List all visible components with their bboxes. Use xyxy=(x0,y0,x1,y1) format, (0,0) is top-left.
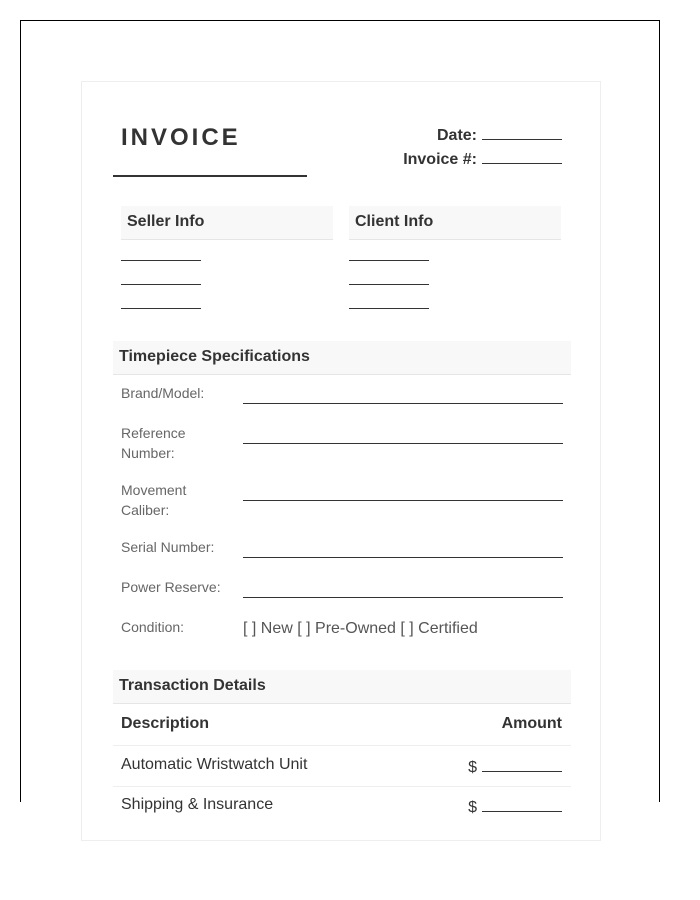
spec-label-movement-caliber: Movement Caliber: xyxy=(121,482,187,518)
line-item-amount xyxy=(468,796,562,817)
amount-field[interactable] xyxy=(482,756,562,772)
seller-line-2[interactable] xyxy=(121,284,201,285)
spec-label-reference-number: Reference Number: xyxy=(121,425,186,461)
client-line-3[interactable] xyxy=(349,308,429,309)
serial-number-field[interactable] xyxy=(243,557,563,558)
header-divider xyxy=(113,745,571,746)
amount-column-header: Amount xyxy=(501,715,562,732)
seller-info-heading: Seller Info xyxy=(121,206,333,240)
reference-number-field[interactable] xyxy=(243,443,563,444)
amount-field[interactable] xyxy=(482,796,562,812)
line-item-amount xyxy=(468,756,562,777)
transaction-heading: Transaction Details xyxy=(113,670,571,704)
seller-line-3[interactable] xyxy=(121,308,201,309)
currency-symbol: $ xyxy=(468,759,477,776)
invoice-number-row xyxy=(403,148,562,169)
client-line-2[interactable] xyxy=(349,284,429,285)
client-line-1[interactable] xyxy=(349,260,429,261)
date-row xyxy=(437,124,562,145)
specs-heading: Timepiece Specifications xyxy=(113,341,571,375)
power-reserve-field[interactable] xyxy=(243,597,563,598)
client-info-heading: Client Info xyxy=(349,206,561,240)
invoice-sheet xyxy=(81,81,601,841)
condition-options[interactable]: [ ] New [ ] Pre-Owned [ ] Certified xyxy=(243,620,478,637)
spec-label-brand-model: Brand/Model: xyxy=(121,385,205,401)
document-frame xyxy=(20,20,660,816)
description-column-header: Description xyxy=(121,715,210,732)
seller-line-1[interactable] xyxy=(121,260,201,261)
line-item-description: Automatic Wristwatch Unit xyxy=(121,756,308,773)
date-field[interactable] xyxy=(482,124,562,140)
spec-label-serial-number: Serial Number: xyxy=(121,539,215,555)
invoice-number-field[interactable] xyxy=(482,148,562,164)
spec-label-power-reserve: Power Reserve: xyxy=(121,579,221,595)
invoice-title: INVOICE xyxy=(121,124,241,151)
line-item-description: Shipping & Insurance xyxy=(121,796,274,813)
title-underline xyxy=(113,175,307,177)
spec-label-condition: Condition: xyxy=(121,619,185,635)
row-divider xyxy=(113,786,571,787)
movement-caliber-field[interactable] xyxy=(243,500,563,501)
date-label: Date: xyxy=(436,127,477,144)
currency-symbol: $ xyxy=(468,799,477,816)
brand-model-field[interactable] xyxy=(243,403,563,404)
invoice-number-label: Invoice #: xyxy=(403,151,477,168)
